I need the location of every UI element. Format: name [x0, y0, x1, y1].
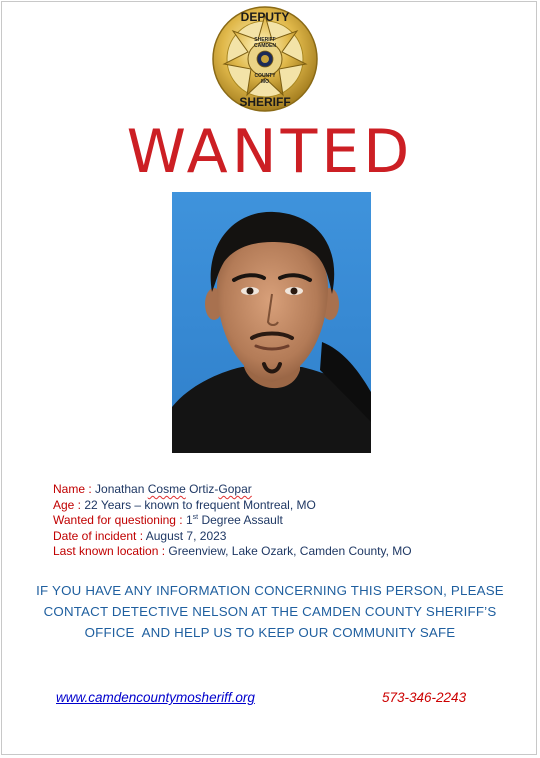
- name-last: Gopar: [218, 482, 252, 496]
- detail-date: [53, 529, 412, 545]
- date-label: Date of incident :: [53, 528, 146, 543]
- suspect-photo: [172, 192, 371, 453]
- badge-seal-line1: SHERIFF: [254, 37, 276, 43]
- name-middle: Cosme: [147, 482, 186, 496]
- phone-number: 573-346-2243: [382, 690, 467, 705]
- badge-top-text: DEPUTY: [240, 10, 290, 24]
- wanted-value-sup: st: [192, 514, 199, 521]
- location-label: Last known location :: [53, 544, 169, 558]
- wanted-value-num: 1: [185, 513, 193, 527]
- detail-wanted-for: [53, 513, 412, 529]
- suspect-details: [53, 482, 412, 560]
- badge-seal-line2: CAMDEN: [254, 43, 276, 49]
- date-value: August 7, 2023: [145, 528, 227, 543]
- name-label: Name :: [53, 482, 96, 496]
- location-value: Greenview, Lake Ozark, Camden County, MO: [168, 544, 412, 558]
- wanted-value-rest: Degree Assault: [198, 513, 283, 527]
- age-label: Age :: [53, 497, 85, 512]
- name-first: Jonathan: [95, 482, 148, 496]
- detail-age: [53, 498, 412, 514]
- age-value: 22 Years – known to frequent Montreal, MO: [84, 497, 316, 512]
- information-notice: [20, 580, 520, 643]
- notice-line1: IF YOU HAVE ANY INFORMATION CONCERNING THIS PERSON, PLEASE: [36, 583, 504, 598]
- name-rest: Ortiz-: [185, 482, 219, 496]
- detail-location: [53, 544, 412, 560]
- badge-seal-line4: MO: [260, 79, 270, 85]
- notice-line3: OFFICE AND HELP US TO KEEP OUR COMMUNITY SAFE: [84, 625, 456, 640]
- detail-name: [53, 482, 412, 498]
- website-link[interactable]: www.camdencountymosheriff.org: [56, 690, 255, 705]
- notice-line2: CONTACT DETECTIVE NELSON AT THE CAMDEN COUNTY SHERIFF’S: [43, 604, 497, 619]
- sheriff-badge-icon: [211, 2, 319, 114]
- badge-seal-line3: COUNTY: [254, 73, 276, 79]
- wanted-title: WANTED: [126, 117, 414, 187]
- wanted-label: Wanted for questioning :: [53, 513, 186, 527]
- badge-bottom-text: SHERIFF: [239, 95, 291, 109]
